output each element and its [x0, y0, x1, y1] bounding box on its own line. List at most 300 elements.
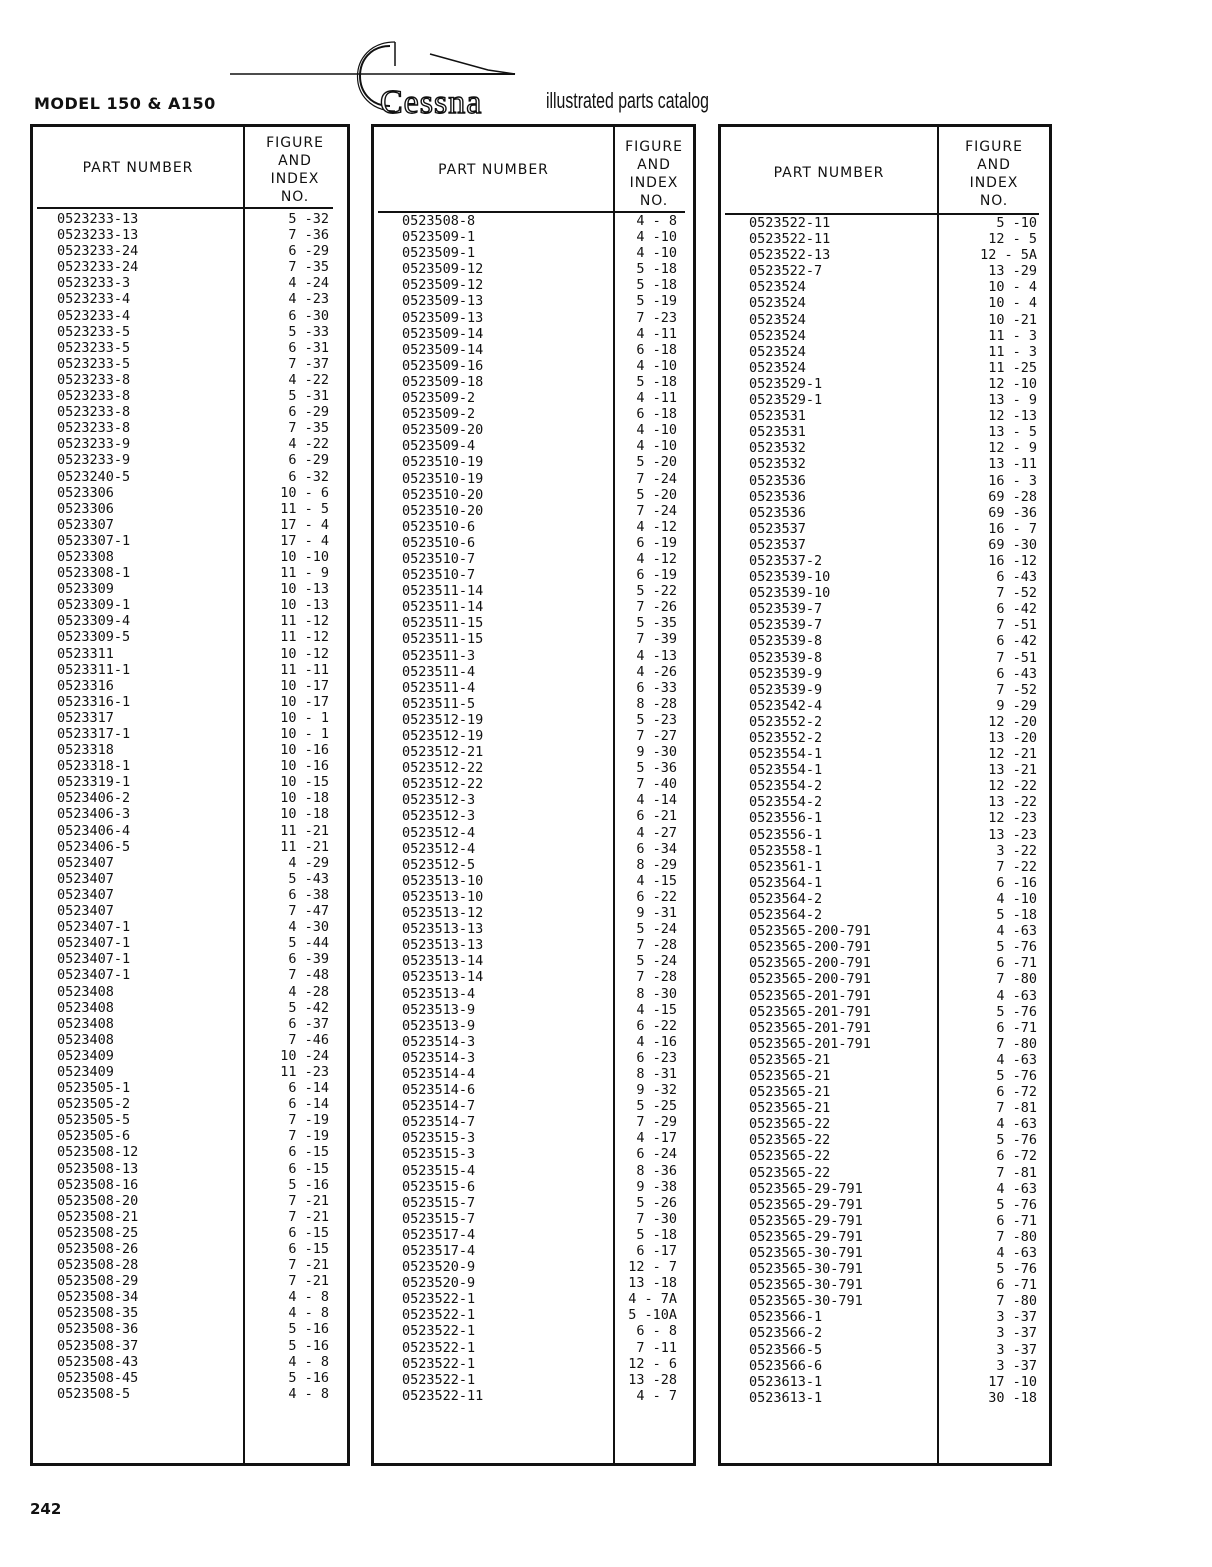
figure-index-cell: 11 -25 — [988, 359, 1037, 376]
table-row — [721, 827, 1049, 843]
table-row — [374, 390, 693, 406]
table-row — [721, 698, 1049, 714]
figure-index-cell: 4 -30 — [288, 919, 329, 936]
part-number-cell: 0523509-16 — [402, 357, 484, 374]
figure-index-cell: 6 -14 — [288, 1080, 329, 1097]
table-row — [33, 1096, 347, 1112]
figure-index-cell: 6 -29 — [288, 404, 329, 421]
figure-index-cell: 11 - 3 — [988, 343, 1037, 360]
figure-index-cell: 12 - 5 — [988, 231, 1037, 248]
table-row — [721, 971, 1049, 987]
table-row — [33, 259, 347, 275]
table-row — [33, 565, 347, 581]
part-number-cell: 0523514-7 — [402, 1098, 476, 1115]
part-number-cell: 0523613-1 — [749, 1389, 823, 1406]
figure-index-cell: 4 -63 — [996, 1245, 1037, 1261]
table-row — [33, 549, 347, 565]
part-number-cell: 0523520-9 — [402, 1275, 476, 1292]
figure-index-cell: 4 - 8 — [288, 1289, 329, 1306]
parts-list — [721, 215, 1049, 1406]
part-number-cell: 0523306 — [57, 484, 114, 501]
table-row — [374, 728, 693, 744]
part-number-cell: 0523512-4 — [402, 840, 476, 857]
figure-index-cell: 4 - 8 — [288, 1385, 329, 1402]
table-row — [374, 1243, 693, 1259]
table-row — [33, 646, 347, 662]
figure-index-cell: 6 -15 — [288, 1160, 329, 1177]
figure-index-cell: 11 -11 — [280, 661, 329, 678]
figure-index-cell: 11 - 9 — [280, 565, 329, 582]
figure-index-cell: 4 -26 — [636, 663, 677, 680]
figure-index-cell: 6 -19 — [636, 567, 677, 584]
figure-index-cell: 5 -36 — [636, 760, 677, 777]
table-row — [721, 279, 1049, 295]
figure-index-cell: 6 -34 — [636, 840, 677, 857]
figure-index-cell: 4 -10 — [996, 890, 1037, 907]
part-number-cell: 0523407-1 — [57, 935, 131, 952]
model-title: MODEL 150 & A150 — [34, 94, 216, 113]
table-row — [374, 1098, 693, 1114]
part-number-cell: 0523510-20 — [402, 502, 484, 519]
part-number-cell: 0523512-3 — [402, 808, 476, 825]
part-number-cell: 0523309-4 — [57, 613, 131, 630]
table-row — [721, 1052, 1049, 1068]
part-number-cell: 0523311-1 — [57, 661, 131, 678]
figure-index-cell: 6 -32 — [288, 468, 329, 485]
figure-index-cell: 4 -24 — [288, 275, 329, 292]
part-number-cell: 0523529-1 — [749, 375, 823, 392]
figure-index-cell: 4 -17 — [636, 1130, 677, 1147]
part-number-cell: 0523505-2 — [57, 1096, 131, 1113]
table-row — [374, 567, 693, 583]
part-number-cell: 0523539-9 — [749, 681, 823, 698]
figure-index-cell: 7 -47 — [288, 903, 329, 920]
figure-index-cell: 5 -16 — [288, 1321, 329, 1338]
table-row — [33, 1321, 347, 1337]
table-row — [33, 1064, 347, 1080]
table-row — [374, 857, 693, 873]
table-row — [721, 746, 1049, 762]
part-number-cell: 0523233-5 — [57, 323, 131, 340]
table-row — [374, 1275, 693, 1291]
table-row — [721, 875, 1049, 891]
figure-index-cell: 7 -51 — [996, 617, 1037, 634]
part-number-cell: 0523308 — [57, 548, 114, 565]
part-number-cell: 0523565-30-791 — [749, 1293, 863, 1310]
part-number-cell: 0523509-20 — [402, 422, 484, 439]
table-row — [721, 1068, 1049, 1084]
figure-index-cell: 4 -10 — [636, 438, 677, 455]
table-row — [33, 533, 347, 549]
table-row — [374, 342, 693, 358]
figure-index-cell: 9 -29 — [996, 697, 1037, 714]
table-row — [721, 1293, 1049, 1309]
table-row — [33, 501, 347, 517]
part-number-cell: 0523409 — [57, 1047, 114, 1064]
part-number-cell: 0523522-1 — [402, 1371, 476, 1388]
part-number-cell: 0523564-1 — [749, 874, 823, 891]
figure-index-cell: 10 -10 — [280, 548, 329, 565]
table-row — [721, 1358, 1049, 1374]
table-row — [721, 601, 1049, 617]
figure-index-cell: 4 -10 — [636, 229, 677, 246]
figure-index-cell: 5 -18 — [996, 907, 1037, 924]
figure-index-cell: 7 -35 — [288, 259, 329, 276]
part-number-cell: 0523522-13 — [749, 247, 831, 264]
table-row — [33, 1225, 347, 1241]
figure-index-cell: 4 -63 — [996, 987, 1037, 1004]
part-number-cell: 0523508-13 — [57, 1160, 139, 1177]
table-row — [721, 762, 1049, 778]
part-number-cell: 0523233-8 — [57, 371, 131, 388]
table-row — [33, 1257, 347, 1273]
table-row — [721, 1004, 1049, 1020]
part-number-cell: 0523517-4 — [402, 1226, 476, 1243]
part-number-cell: 0523566-2 — [749, 1325, 823, 1342]
table-row — [33, 951, 347, 967]
part-number-cell: 0523508-8 — [402, 213, 476, 229]
figure-index-cell: 13 -28 — [628, 1371, 677, 1388]
table-row — [721, 1261, 1049, 1277]
figure-index-cell: 6 -14 — [288, 1096, 329, 1113]
part-number-cell: 0523509-13 — [402, 309, 484, 326]
part-number-cell: 0523565-22 — [749, 1148, 831, 1165]
part-number-cell: 0523317 — [57, 709, 114, 726]
part-number-cell: 0523509-1 — [402, 229, 476, 246]
table-row — [374, 1018, 693, 1034]
figure-index-cell: 4 -28 — [288, 983, 329, 1000]
figure-index-cell: 7 -24 — [636, 502, 677, 519]
table-row — [721, 794, 1049, 810]
table-row — [33, 758, 347, 774]
part-number-cell: 0523233-8 — [57, 388, 131, 405]
table-row — [33, 1193, 347, 1209]
figure-index-cell: 5 -18 — [636, 277, 677, 294]
part-number-cell: 0523532 — [749, 440, 806, 457]
table-row — [33, 308, 347, 324]
table-row — [33, 420, 347, 436]
table-row — [721, 424, 1049, 440]
figure-index-cell: 7 -28 — [636, 937, 677, 954]
figure-index-cell: 7 -40 — [636, 776, 677, 793]
table-row — [374, 969, 693, 985]
figure-index-cell: 6 -43 — [996, 665, 1037, 682]
part-number-cell: 0523539-8 — [749, 633, 823, 650]
part-number-cell: 0523517-4 — [402, 1243, 476, 1259]
table-row — [374, 599, 693, 615]
part-number-cell: 0523407 — [57, 854, 114, 871]
figure-index-cell: 7 -21 — [288, 1192, 329, 1209]
figure-index-cell: 7 -22 — [996, 858, 1037, 875]
figure-index-cell: 6 - 8 — [636, 1323, 677, 1340]
table-row — [374, 1146, 693, 1162]
table-row — [721, 344, 1049, 360]
figure-index-cell: 5 -76 — [996, 1196, 1037, 1213]
table-row — [33, 903, 347, 919]
part-number-cell: 0523511-15 — [402, 631, 484, 648]
figure-index-cell: 4 -12 — [636, 518, 677, 535]
part-number-cell: 0523539-10 — [749, 569, 831, 586]
table-row — [721, 682, 1049, 698]
part-number-cell: 0523565-30-791 — [749, 1261, 863, 1278]
table-row — [721, 247, 1049, 263]
table-row — [33, 404, 347, 420]
figure-index-cell: 8 -28 — [636, 695, 677, 712]
table-row — [33, 726, 347, 742]
table-row — [33, 1289, 347, 1305]
part-number-header: PART NUMBER — [773, 165, 885, 181]
part-number-cell: 0523509-12 — [402, 277, 484, 294]
figure-index-cell: 11 - 5 — [280, 500, 329, 517]
figure-index-cell: 16 - 3 — [988, 472, 1037, 489]
figure-index-cell: 5 -18 — [636, 373, 677, 390]
figure-index-cell: 6 -42 — [996, 633, 1037, 650]
table-row — [33, 774, 347, 790]
figure-index-cell: 7 -46 — [288, 1031, 329, 1048]
part-number-cell: 0523524 — [749, 295, 806, 312]
table-row — [374, 808, 693, 824]
parts-table-3 — [718, 124, 1052, 1466]
figure-index-cell: 17 - 4 — [280, 532, 329, 549]
figure-index-cell: 4 -13 — [636, 647, 677, 664]
part-number-cell: 0523522-1 — [402, 1307, 476, 1324]
table-row — [33, 388, 347, 404]
figure-index-cell: 69 -36 — [988, 504, 1037, 521]
table-row — [721, 1342, 1049, 1358]
figure-index-cell: 6 -15 — [288, 1241, 329, 1257]
table-row — [33, 1000, 347, 1016]
figure-index-cell: 7 -81 — [996, 1100, 1037, 1117]
part-number-cell: 0523539-8 — [749, 649, 823, 666]
part-number-cell: 0523508-43 — [57, 1353, 139, 1370]
table-row — [374, 1130, 693, 1146]
table-row — [721, 489, 1049, 505]
table-row — [721, 1390, 1049, 1406]
figure-index-cell: 5 -43 — [288, 870, 329, 887]
figure-index-cell: 7 -29 — [636, 1114, 677, 1131]
part-number-cell: 0523233-24 — [57, 259, 139, 276]
table-row — [721, 633, 1049, 649]
figure-index-cell: 4 -63 — [996, 1116, 1037, 1133]
part-number-cell: 0523512-22 — [402, 760, 484, 777]
table-row — [721, 1245, 1049, 1261]
part-number-cell: 0523510-6 — [402, 534, 476, 551]
table-row — [33, 227, 347, 243]
table-row — [33, 662, 347, 678]
table-row — [374, 503, 693, 519]
part-number-cell: 0523407-1 — [57, 967, 131, 984]
part-number-cell: 0523524 — [749, 343, 806, 360]
figure-index-cell: 5 -25 — [636, 1098, 677, 1115]
table-row — [374, 1227, 693, 1243]
part-number-cell: 0523509-1 — [402, 245, 476, 262]
part-number-cell: 0523511-15 — [402, 615, 484, 632]
table-row — [721, 778, 1049, 794]
figure-index-cell: 10 -18 — [280, 806, 329, 823]
table-row — [721, 843, 1049, 859]
part-number-cell: 0523233-4 — [57, 291, 131, 308]
part-number-cell: 0523613-1 — [749, 1373, 823, 1390]
part-number-cell: 0523508-25 — [57, 1224, 139, 1241]
table-row — [374, 1195, 693, 1211]
figure-index-cell: 3 -37 — [996, 1357, 1037, 1374]
table-row — [721, 1020, 1049, 1036]
figure-index-cell: 10 -13 — [280, 581, 329, 598]
table-row — [33, 1209, 347, 1225]
part-number-cell: 0523522-11 — [749, 215, 831, 231]
table-row — [33, 452, 347, 468]
figure-index-cell: 4 - 8 — [288, 1305, 329, 1322]
figure-index-cell: 8 -30 — [636, 985, 677, 1002]
table-row — [374, 261, 693, 277]
part-number-cell: 0523509-14 — [402, 325, 484, 342]
part-number-cell: 0523565-29-791 — [749, 1196, 863, 1213]
figure-index-cell: 8 -29 — [636, 856, 677, 873]
figure-index-cell: 4 -63 — [996, 923, 1037, 940]
part-number-cell: 0523524 — [749, 359, 806, 376]
figure-index-cell: 7 -39 — [636, 631, 677, 648]
figure-index-cell: 12 -21 — [988, 746, 1037, 763]
table-row — [721, 1181, 1049, 1197]
table-row — [721, 473, 1049, 489]
table-row — [721, 1213, 1049, 1229]
table-row — [721, 215, 1049, 231]
figure-index-cell: 69 -28 — [988, 488, 1037, 505]
part-number-cell: 0523407-1 — [57, 919, 131, 936]
table-row — [374, 744, 693, 760]
table-row — [33, 1112, 347, 1128]
table-row — [374, 696, 693, 712]
figure-index-cell: 30 -18 — [988, 1389, 1037, 1406]
part-number-cell: 0523233-4 — [57, 307, 131, 324]
figure-index-cell: 6 -22 — [636, 1017, 677, 1034]
part-number-cell: 0523512-19 — [402, 711, 484, 728]
part-number-cell: 0523537 — [749, 536, 806, 553]
figure-index-cell: 7 -48 — [288, 967, 329, 984]
table-row — [33, 919, 347, 935]
figure-index-cell: 6 -18 — [636, 341, 677, 358]
part-number-cell: 0523515-6 — [402, 1178, 476, 1195]
part-number-cell: 0523536 — [749, 488, 806, 505]
figure-index-cell: 3 -37 — [996, 1325, 1037, 1342]
figure-index-cell: 6 -19 — [636, 534, 677, 551]
part-number-cell: 0523514-6 — [402, 1082, 476, 1099]
part-number-cell: 0523309-5 — [57, 629, 131, 646]
figure-index-cell: 4 -15 — [636, 872, 677, 889]
part-number-cell: 0523552-2 — [749, 713, 823, 730]
part-number-cell: 0523508-37 — [57, 1337, 139, 1354]
part-number-cell: 0523565-201-791 — [749, 987, 871, 1004]
part-number-cell: 0523532 — [749, 456, 806, 473]
part-number-cell: 0523522-1 — [402, 1355, 476, 1372]
figure-index-cell: 9 -32 — [636, 1082, 677, 1099]
figure-index-cell: 3 -22 — [996, 842, 1037, 859]
figure-index-cell: 8 -36 — [636, 1162, 677, 1179]
parts-list — [374, 213, 693, 1404]
part-number-cell: 0523233-8 — [57, 404, 131, 421]
figure-index-cell: 7 -37 — [288, 355, 329, 372]
table-row — [721, 1374, 1049, 1390]
figure-index-cell: 7 -80 — [996, 1293, 1037, 1310]
table-row — [721, 923, 1049, 939]
part-number-cell: 0523509-13 — [402, 293, 484, 310]
table-row — [721, 907, 1049, 923]
part-number-cell: 0523505-6 — [57, 1128, 131, 1145]
table-row — [721, 1165, 1049, 1181]
figure-index-cell: 10 -12 — [280, 645, 329, 662]
table-row — [374, 953, 693, 969]
figure-index-cell: 9 -38 — [636, 1178, 677, 1195]
figure-index-cell: 7 -28 — [636, 969, 677, 986]
part-number-cell: 0523309 — [57, 581, 114, 598]
part-number-cell: 0523565-22 — [749, 1164, 831, 1181]
table-row — [374, 648, 693, 664]
brand-name: Cessna — [380, 84, 483, 121]
part-number-cell: 0523505-1 — [57, 1080, 131, 1097]
table-row — [33, 790, 347, 806]
table-row — [721, 1100, 1049, 1116]
table-row — [721, 1325, 1049, 1341]
table-row — [33, 694, 347, 710]
part-number-cell: 0523542-4 — [749, 697, 823, 714]
figure-index-cell: 6 -38 — [288, 886, 329, 903]
table-row — [33, 1177, 347, 1193]
table-row — [374, 1307, 693, 1323]
figure-index-cell: 7 -27 — [636, 728, 677, 744]
table-row — [33, 967, 347, 983]
table-row — [721, 666, 1049, 682]
figure-index-cell: 13 - 9 — [988, 392, 1037, 409]
figure-index-cell: 7 -52 — [996, 681, 1037, 698]
figure-index-cell: 7 -52 — [996, 585, 1037, 602]
table-row — [33, 1354, 347, 1370]
part-number-cell: 0523536 — [749, 472, 806, 489]
figure-index-cell: 4 - 8 — [636, 213, 677, 229]
part-number-cell: 0523554-1 — [749, 762, 823, 779]
figure-index-cell: 5 -24 — [636, 921, 677, 938]
table-row — [721, 231, 1049, 247]
part-number-cell: 0523233-8 — [57, 420, 131, 437]
figure-index-cell: 11 -23 — [280, 1063, 329, 1080]
table-row — [33, 806, 347, 822]
figure-index-cell: 10 -16 — [280, 742, 329, 759]
figure-index-cell: 6 -42 — [996, 601, 1037, 618]
table-row — [721, 1197, 1049, 1213]
part-number-cell: 0523510-20 — [402, 486, 484, 503]
figure-index-cell: 10 -17 — [280, 693, 329, 710]
table-row — [374, 921, 693, 937]
part-number-cell: 0523240-5 — [57, 468, 131, 485]
table-row — [721, 456, 1049, 472]
table-row — [721, 312, 1049, 328]
table-row — [33, 742, 347, 758]
figure-index-cell: 10 - 1 — [280, 709, 329, 726]
part-number-cell: 0523565-30-791 — [749, 1277, 863, 1294]
table-row — [374, 986, 693, 1002]
page-number: 242 — [30, 1500, 62, 1518]
part-number-cell: 0523529-1 — [749, 392, 823, 409]
figure-index-header: FIGURE AND INDEX NO. — [266, 135, 324, 205]
figure-index-cell: 6 -21 — [636, 808, 677, 825]
part-number-cell: 0523508-34 — [57, 1289, 139, 1306]
table-row — [374, 326, 693, 342]
figure-index-cell: 5 -23 — [636, 711, 677, 728]
part-number-cell: 0523522-11 — [402, 1387, 484, 1404]
table-row — [374, 937, 693, 953]
figure-index-cell: 6 -15 — [288, 1224, 329, 1241]
figure-index-cell: 7 -24 — [636, 470, 677, 487]
part-number-cell: 0523537-2 — [749, 552, 823, 569]
